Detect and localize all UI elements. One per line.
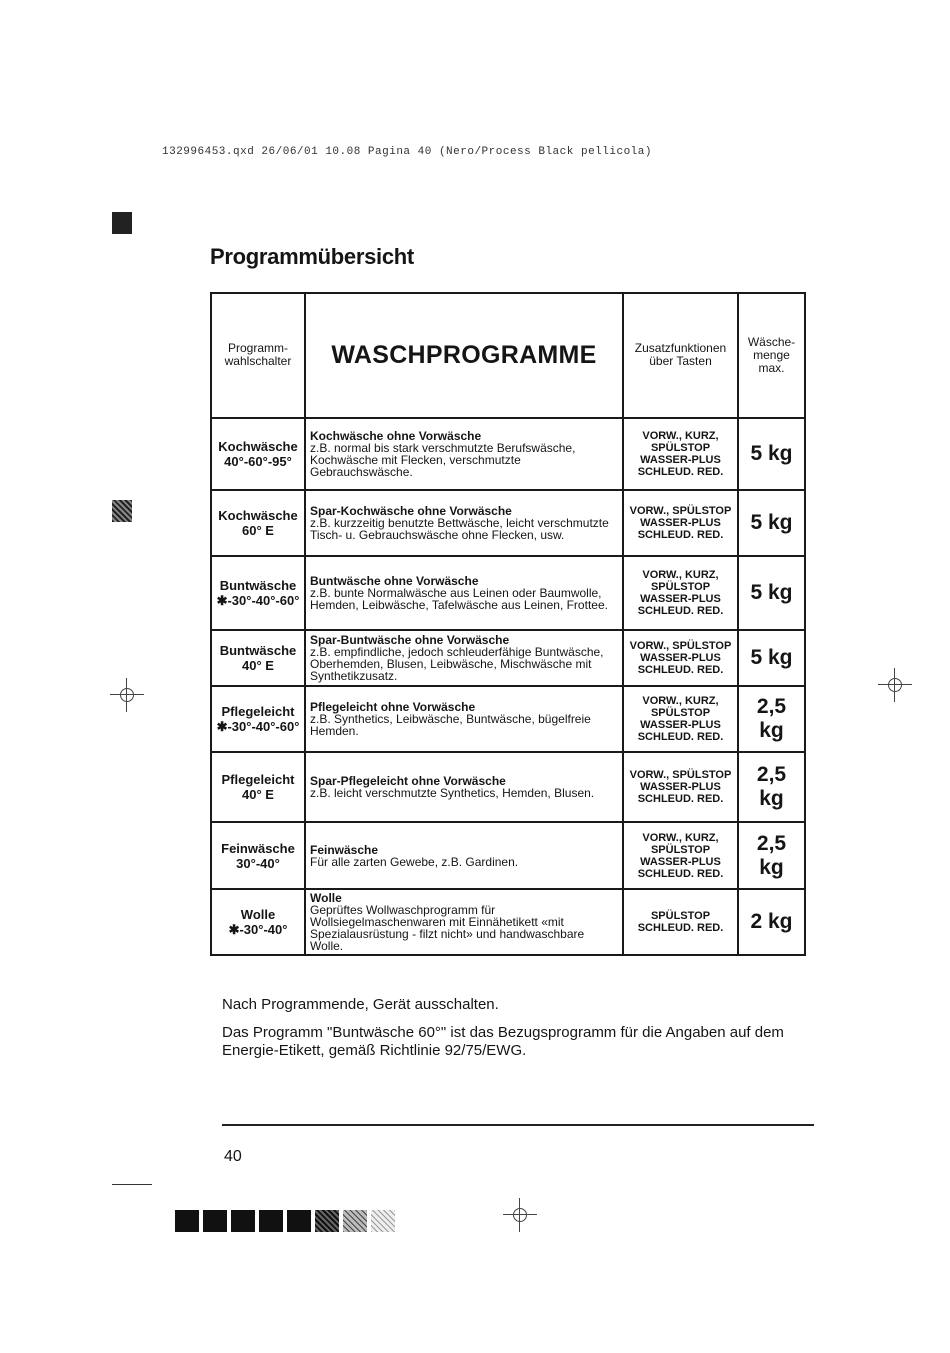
program-desc-title: Spar-Kochwäsche ohne Vorwäsche bbox=[310, 504, 512, 519]
program-temp: 60° E bbox=[242, 523, 274, 539]
program-temp: 30°-40° bbox=[236, 855, 280, 871]
program-desc-title: Buntwäsche ohne Vorwäsche bbox=[310, 573, 479, 588]
table-row bbox=[211, 556, 805, 629]
color-patch bbox=[343, 1210, 367, 1232]
program-temp: 40° E bbox=[242, 657, 274, 673]
program-temp: 40° E bbox=[242, 787, 274, 803]
program-name-cell bbox=[211, 752, 305, 822]
color-patch bbox=[203, 1210, 227, 1232]
program-name-cell bbox=[211, 630, 305, 686]
program-temp: ✱-30°-40° bbox=[228, 921, 288, 937]
program-desc-cell bbox=[305, 630, 623, 686]
program-desc-cell bbox=[305, 490, 623, 556]
program-functions: VORW., SPÜLSTOP WASSER-PLUS SCHLEUD. RED. bbox=[623, 630, 738, 686]
program-functions: VORW., KURZ, SPÜLSTOP WASSER-PLUS SCHLEUD. RED. bbox=[623, 556, 738, 629]
program-name-cell bbox=[211, 822, 305, 888]
program-desc-title: Kochwäsche ohne Vorwäsche bbox=[310, 428, 482, 443]
program-desc-title: Pflegeleicht ohne Vorwäsche bbox=[310, 699, 476, 714]
program-functions: VORW., SPÜLSTOP WASSER-PLUS SCHLEUD. RED. bbox=[623, 752, 738, 822]
program-functions: VORW., KURZ, SPÜLSTOP WASSER-PLUS SCHLEUD. RED. bbox=[623, 686, 738, 752]
program-desc-text: z.B. normal bis stark verschmutzte Berufswäsche, Kochwäsche mit Flecken, verschmutzte Gebrauchswäsche. bbox=[310, 440, 576, 479]
program-load: 2 kg bbox=[738, 889, 805, 955]
table-row bbox=[211, 686, 805, 752]
color-patch bbox=[231, 1210, 255, 1232]
program-desc-text: z.B. bunte Normalwäsche aus Leinen oder Baumwolle, Hemden, Leibwäsche, Tafelwäsche aus Leinen, Frottee. bbox=[310, 585, 608, 612]
header-selector: Programm-wahlschalter bbox=[211, 293, 305, 418]
program-temp: 40°-60°-95° bbox=[224, 453, 292, 469]
program-desc-cell bbox=[305, 752, 623, 822]
table-row bbox=[211, 490, 805, 556]
color-patch bbox=[175, 1210, 199, 1232]
table-row bbox=[211, 418, 805, 490]
crop-mark bbox=[112, 1184, 152, 1185]
program-name: Kochwäsche bbox=[218, 508, 298, 524]
program-functions: VORW., KURZ, SPÜLSTOP WASSER-PLUS SCHLEUD. RED. bbox=[623, 418, 738, 490]
program-desc-title: Feinwäsche bbox=[310, 842, 379, 857]
program-desc-cell bbox=[305, 418, 623, 490]
registration-mark-icon bbox=[878, 668, 912, 702]
program-desc-cell bbox=[305, 889, 623, 955]
program-load: 2,5 kg bbox=[738, 822, 805, 888]
program-load: 2,5 kg bbox=[738, 686, 805, 752]
program-desc-title: Spar-Pflegeleicht ohne Vorwäsche bbox=[310, 774, 506, 789]
program-name: Pflegeleicht bbox=[221, 703, 295, 719]
program-temp: ✱-30°-40°-60° bbox=[216, 592, 300, 608]
program-load: 2,5 kg bbox=[738, 752, 805, 822]
print-header: 132996453.qxd 26/06/01 10.08 Pagina 40 (Nero/Process Black pellicola) bbox=[162, 146, 652, 158]
program-desc-text: z.B. empfindliche, jedoch schleuderfähige Buntwäsche, Oberhemden, Blusen, Leibwäsche, Mischwäsche mit Synthetikzusatz. bbox=[310, 644, 604, 683]
print-mark bbox=[112, 212, 132, 234]
header-functions: Zusatzfunktionen über Tasten bbox=[623, 293, 738, 418]
program-name-cell bbox=[211, 490, 305, 556]
program-name: Kochwäsche bbox=[218, 438, 298, 454]
color-patch bbox=[371, 1210, 395, 1232]
program-desc-title: Spar-Buntwäsche ohne Vorwäsche bbox=[310, 632, 510, 647]
registration-mark-icon bbox=[110, 678, 144, 712]
program-desc-text: Geprüftes Wollwaschprogramm für Wollsiegelmaschenwaren mit Einnähetikett «mit Spezialausrüstung - filzt nicht» und handwaschbare Wolle. bbox=[310, 902, 585, 953]
print-color-bar bbox=[175, 1210, 395, 1232]
program-table bbox=[210, 292, 806, 956]
program-name-cell bbox=[211, 418, 305, 490]
table-row bbox=[211, 822, 805, 888]
program-desc-title: Wolle bbox=[310, 890, 342, 905]
program-desc-text: z.B. leicht verschmutzte Synthetics, Hemden, Blusen. bbox=[310, 786, 595, 801]
program-name: Pflegeleicht bbox=[221, 772, 295, 788]
table-row bbox=[211, 889, 805, 955]
program-desc-cell bbox=[305, 686, 623, 752]
header-programs: WASCHPROGRAMME bbox=[305, 293, 623, 418]
color-patch bbox=[259, 1210, 283, 1232]
program-name: Buntwäsche bbox=[219, 577, 297, 593]
program-desc-cell bbox=[305, 822, 623, 888]
page-title: Programmübersicht bbox=[210, 244, 414, 269]
table-row bbox=[211, 630, 805, 686]
page-number: 40 bbox=[224, 1148, 242, 1165]
table-header-row bbox=[211, 293, 805, 418]
program-load: 5 kg bbox=[738, 490, 805, 556]
program-desc-text: z.B. Synthetics, Leibwäsche, Buntwäsche, bügelfreie Hemden. bbox=[310, 711, 591, 738]
program-name: Buntwäsche bbox=[219, 642, 297, 658]
program-functions: VORW., SPÜLSTOP WASSER-PLUS SCHLEUD. RED. bbox=[623, 490, 738, 556]
program-name-cell bbox=[211, 686, 305, 752]
footer-rule bbox=[222, 1124, 814, 1126]
program-name-cell bbox=[211, 889, 305, 955]
program-desc-text: z.B. kurzzeitig benutzte Bettwäsche, leicht verschmutzte Tisch- u. Gebrauchswäsche ohne Flecken, usw. bbox=[310, 516, 609, 543]
program-temp: ✱-30°-40°-60° bbox=[216, 718, 300, 734]
color-patch bbox=[315, 1210, 339, 1232]
program-desc-text: Für alle zarten Gewebe, z.B. Gardinen. bbox=[310, 854, 519, 869]
table-row bbox=[211, 752, 805, 822]
program-name: Feinwäsche bbox=[221, 840, 295, 856]
program-desc-cell bbox=[305, 556, 623, 629]
color-patch bbox=[287, 1210, 311, 1232]
program-name: Wolle bbox=[240, 906, 276, 922]
program-load: 5 kg bbox=[738, 630, 805, 686]
program-load: 5 kg bbox=[738, 418, 805, 490]
program-name-cell bbox=[211, 556, 305, 629]
header-load: Wäsche-menge max. bbox=[738, 293, 805, 418]
footer-note-end: Nach Programmende, Gerät ausschalten. bbox=[222, 996, 499, 1013]
program-functions: SPÜLSTOP SCHLEUD. RED. bbox=[623, 889, 738, 955]
program-load: 5 kg bbox=[738, 556, 805, 629]
footer-note-reference: Das Programm "Buntwäsche 60°" ist das Bezugsprogramm für die Angaben auf dem Energie-Etikett, gemäß Richtlinie 92/75/EWG. bbox=[222, 1024, 784, 1059]
program-functions: VORW., KURZ, SPÜLSTOP WASSER-PLUS SCHLEUD. RED. bbox=[623, 822, 738, 888]
print-mark bbox=[112, 500, 132, 522]
registration-mark-icon bbox=[503, 1198, 537, 1232]
